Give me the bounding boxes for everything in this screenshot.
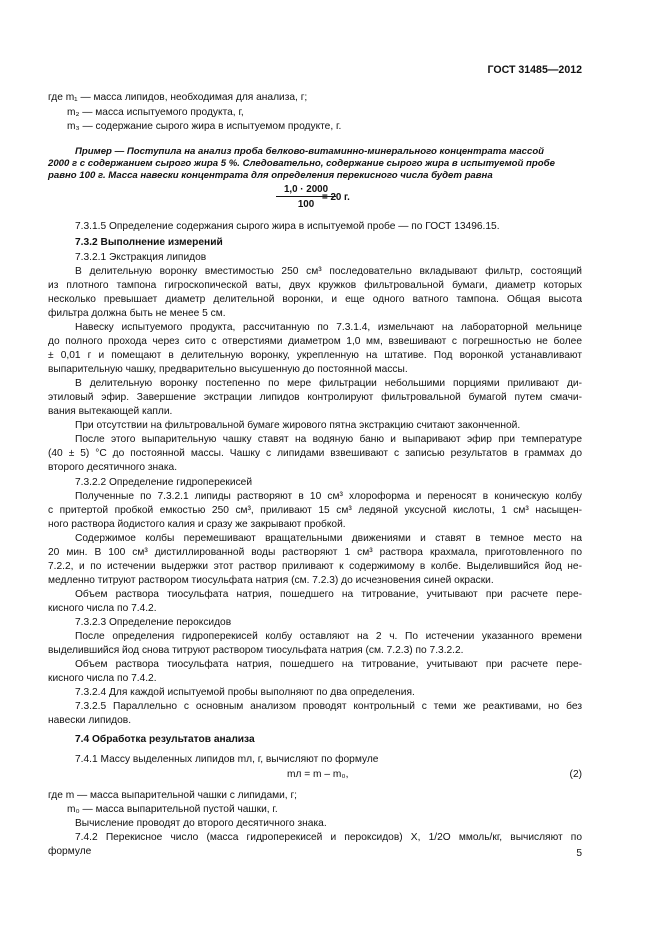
paragraph-line: медленно титруют раствором тиосульфата натрия (см. 7.2.3) до исчезновения синей окраски. (48, 575, 494, 586)
fraction-result: = 20 г. (322, 192, 350, 203)
legend-line-m0: m₀ — масса выпарительной пустой чашки, г. (67, 804, 278, 815)
section-7-4-heading: 7.4 Обработка результатов анализа (75, 734, 255, 745)
paragraph-line: Навеску испытуемого продукта, рассчитанную по 7.3.1.4, измельчают на лабораторной мельнице (75, 322, 582, 333)
clause-7-3-2-2-heading: 7.3.2.2 Определение гидроперекисей (75, 477, 253, 488)
page-number: 5 (576, 848, 582, 859)
paragraph-line: В делительную воронку постепенно по мере фильтрации небольшими порциями приливают ди- (75, 378, 582, 389)
paragraph-line: кисного числа по 7.4.2. (48, 603, 157, 614)
example-line-2: 2000 г с содержанием сырого жира 5 %. Следовательно, содержание сырого жира в испытуемой пробе (48, 158, 555, 169)
paragraph-line: ного раствора йодистого калия и сразу же закрывают пробкой. (48, 519, 346, 530)
paragraph-line: несколько превышает диаметр делительной воронки, и еще одного ватного тампона. Общая высота (48, 294, 582, 305)
clause-7-3-1-5: 7.3.1.5 Определение содержания сырого жира в испытуемой пробе — по ГОСТ 13496.15. (75, 221, 500, 232)
paragraph-line: При отсутствии на фильтровальной бумаге жирового пятна экстракцию считают законченной. (75, 420, 521, 431)
clause-7-3-2-3-heading: 7.3.2.3 Определение пероксидов (75, 617, 232, 628)
clause-7-3-2-5: 7.3.2.5 Параллельно с основным анализом проводят контрольный с теми же реактивами, но без (75, 701, 582, 712)
paragraph-line: до полного прохода через сито с отверстиями диаметром 1,0 мм, взвешивают с погрешностью не более (48, 336, 582, 347)
clause-7-3-2-1-heading: 7.3.2.1 Экстракция липидов (75, 252, 207, 263)
example-line-3: равно 100 г. Масса навески концентрата для определения перекисного числа будет равна (48, 170, 493, 181)
fraction-denominator: 100 (297, 199, 315, 210)
paragraph-line: Объем раствора тиосульфата натрия, пошедшего на титрование, учитывают при расчете пере- (75, 589, 582, 600)
paragraph-line: (40 ± 5) °С до постоянной массы. Чашку с липидами взвешивают с записью результатов в граммах до (48, 448, 582, 459)
paragraph-line: формуле (48, 846, 92, 857)
paragraph-line: выделившийся йод снова титруют раствором тиосульфата натрия (см. 7.2.3) по 7.3.2.2. (48, 645, 464, 656)
example-line-1: Пример — Поступила на анализ проба белково-витаминно-минерального концентрата массой (75, 146, 545, 157)
paragraph-line: второго десятичного знака. (48, 462, 178, 473)
paragraph-line: Содержимое колбы перемешивают вращательными движениями и ставят в темное место на (75, 533, 582, 544)
paragraph-line: В делительную воронку вместимостью 250 см³ последовательно вкладывают фильтр, состоящий (75, 266, 582, 277)
paragraph-line: После этого выпарительную чашку ставят на водяную баню и выпаривают эфир при температуре (75, 434, 582, 445)
legend-line-m1: где m₁ — масса липидов, необходимая для анализа, г; (48, 92, 308, 103)
section-7-3-2-heading: 7.3.2 Выполнение измерений (75, 237, 223, 248)
paragraph-line: Полученные по 7.3.2.1 липиды растворяют в 10 см³ хлороформа и переносят в коническую колбу (75, 491, 582, 502)
paragraph-line: кисного числа по 7.4.2. (48, 673, 157, 684)
formula-2: mл = m – m₀, (287, 769, 349, 780)
paragraph-line: ± 0,01 г и помещают в делительную воронку, укрепленную на штативе. Под воронкой устанавливают (48, 350, 582, 361)
clause-7-4-1: 7.4.1 Массу выделенных липидов mл, г, вычисляют по формуле (75, 754, 379, 765)
legend-line-m: где m — масса выпарительной чашки с липидами, г; (48, 790, 298, 801)
formula-2-number: (2) (569, 769, 582, 780)
paragraph-line: выпарительную чашку, предварительно высушенную до постоянной массы. (48, 364, 408, 375)
paragraph-line: 7.2.2, и по истечении выдержки этот раствор приливают к содержимому в колбе. Выделившийся йод не- (48, 561, 582, 572)
paragraph-line: 20 мин. В 100 см³ дистиллированной воды растворяют 1 см³ раствора крахмала, приготовленного по (48, 547, 582, 558)
document-header: ГОСТ 31485—2012 (487, 64, 582, 76)
clause-7-4-2: 7.4.2 Перекисное число (масса гидроперекисей и пероксидов) X, 1/2О ммоль/кг, вычисляют по (75, 832, 582, 843)
legend-line-m3: m₃ — содержание сырого жира в испытуемом продукте, г. (67, 121, 342, 132)
paragraph-line: навески липидов. (48, 715, 132, 726)
paragraph-line: Объем раствора тиосульфата натрия, пошедшего на титрование, учитывают при расчете пере- (75, 659, 582, 670)
legend-line-m2: m₂ — масса испытуемого продукта, г, (67, 107, 244, 118)
fraction-numerator: 1,0 · 2000 (276, 184, 336, 197)
paragraph-line: этиловый эфир. Завершение экстрации липидов контролируют фильтровальной бумагой путем смачи- (48, 392, 582, 403)
paragraph-line: из плотного тампона гигроскопической ваты, двух кружков фильтровальной бумаги, диаметр которых (48, 280, 582, 291)
paragraph-line: После определения гидроперекисей колбу оставляют на 2 ч. По истечении указанного времени (75, 631, 582, 642)
paragraph-line: вания вытекающей капли. (48, 406, 173, 417)
paragraph-line: фильтра должна быть не менее 5 см. (48, 308, 226, 319)
paragraph-line: с притертой пробкой емкостью 250 см³, приливают 15 см³ ледяной уксусной кислоты, 1 см³ насыщен- (48, 505, 582, 516)
paragraph-line: Вычисление проводят до второго десятичного знака. (75, 818, 327, 829)
clause-7-3-2-4: 7.3.2.4 Для каждой испытуемой пробы выполняют по два определения. (75, 687, 415, 698)
